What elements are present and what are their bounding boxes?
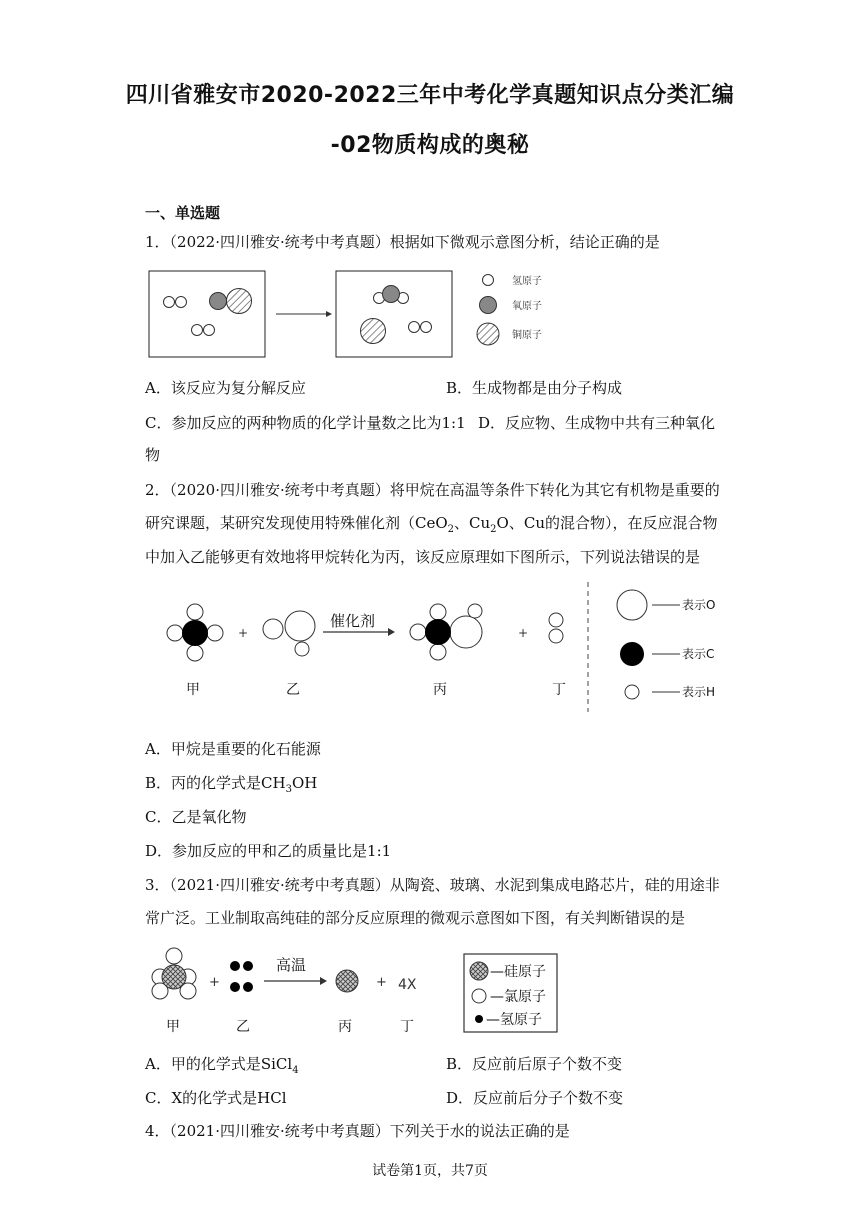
hydrogen-atom bbox=[468, 604, 482, 618]
label-ding: 丁 bbox=[400, 1019, 414, 1035]
svg-text:+: + bbox=[376, 975, 387, 990]
label-yi: 乙 bbox=[286, 682, 300, 698]
label-bing: 丙 bbox=[338, 1019, 352, 1035]
legend-hydrogen-label: 氢原子 bbox=[512, 276, 542, 287]
page-subtitle: -02物质构成的奥秘 bbox=[330, 133, 530, 158]
hydrogen-atom bbox=[187, 604, 203, 620]
q2-option-b: B．丙的化学式是$CH_3OH$ bbox=[145, 774, 318, 795]
q1-option-d-cont: 物 bbox=[145, 446, 161, 464]
hydrogen-atom bbox=[295, 642, 309, 656]
svg-text:+: + bbox=[209, 975, 220, 990]
hydrogen-atom bbox=[409, 322, 420, 333]
copper-atom bbox=[227, 289, 252, 314]
label-yi: 乙 bbox=[236, 1019, 250, 1035]
hydrogen-atom bbox=[243, 961, 253, 971]
hydrogen-atom bbox=[421, 322, 432, 333]
hydrogen-atom bbox=[410, 624, 426, 640]
carbon-atom bbox=[182, 620, 208, 646]
q1-reactant-box bbox=[149, 271, 265, 357]
q3-stem-line1: 3．（2021·四川雅安·统考中考真题）从陶瓷、玻璃、水泥到集成电路芯片，硅的用途非 bbox=[145, 876, 720, 894]
condition-label: 高温 bbox=[276, 956, 307, 974]
oxygen-legend-icon bbox=[480, 297, 497, 314]
q2-option-a: A．甲烷是重要的化石能源 bbox=[145, 740, 321, 758]
legend-si-label: —硅原子 bbox=[490, 964, 546, 980]
legend-h-label: —氢原子 bbox=[486, 1012, 542, 1028]
hydrogen-atom bbox=[230, 961, 240, 971]
page-title: 四川省雅安市2020-2022三年中考化学真题知识点分类汇编 bbox=[125, 83, 735, 108]
hydrogen-legend-icon bbox=[483, 275, 494, 286]
legend-copper-label: 铜原子 bbox=[512, 330, 542, 341]
q4-stem: 4．（2021·四川雅安·统考中考真题）下列关于水的说法正确的是 bbox=[145, 1122, 570, 1140]
hydrogen-atom bbox=[549, 629, 563, 643]
hydrogen-legend-icon bbox=[625, 685, 639, 699]
hydrogen-legend-icon bbox=[475, 1015, 483, 1023]
legend-c-label: 表示C bbox=[682, 647, 715, 661]
page-footer: 试卷第1页，共7页 bbox=[372, 1163, 488, 1179]
hydrogen-atom bbox=[430, 604, 446, 620]
q1-option-b: B．生成物都是由分子构成 bbox=[446, 379, 623, 397]
q2-stem-line2: 研究课题，某研究发现使用特殊催化剂（CeO$_2$、$Cu_2O$、Cu的混合物），在反应混合物 bbox=[145, 514, 718, 535]
q1-option-a: A．该反应为复分解反应 bbox=[145, 379, 306, 397]
hydrogen-atom bbox=[207, 625, 223, 641]
oxygen-atom bbox=[450, 616, 482, 648]
q3-option-a: A．甲的化学式是SiCl$_4$ bbox=[145, 1055, 299, 1076]
label-jia: 甲 bbox=[166, 1019, 180, 1035]
hydrogen-atom bbox=[204, 325, 215, 336]
product-4x: 4X bbox=[398, 977, 417, 993]
svg-text:+: + bbox=[518, 626, 529, 640]
oxygen-atom bbox=[210, 293, 227, 310]
q1-option-d: D．反应物、生成物中共有三种氧化 bbox=[478, 414, 716, 432]
q1-option-c: C．参加反应的两种物质的化学计量数之比为1:1 bbox=[145, 414, 466, 432]
legend-o-label: 表示O bbox=[682, 598, 716, 612]
silicon-atom bbox=[336, 970, 358, 992]
hydrogen-atom bbox=[176, 297, 187, 308]
hydrogen-atom bbox=[430, 644, 446, 660]
carbon-atom bbox=[425, 619, 451, 645]
hydrogen-atom bbox=[167, 625, 183, 641]
q3-diagram bbox=[148, 944, 568, 1036]
hydrogen-atom bbox=[549, 613, 563, 627]
q3-option-d: D．反应前后分子个数不变 bbox=[446, 1089, 624, 1107]
silicon-atom bbox=[162, 965, 186, 989]
svg-text:+: + bbox=[238, 626, 249, 640]
legend-cl-label: —氯原子 bbox=[490, 989, 546, 1005]
silicon-legend-icon bbox=[470, 962, 488, 980]
hydrogen-atom bbox=[230, 982, 240, 992]
legend-oxygen-label: 氧原子 bbox=[512, 301, 542, 312]
q2-option-d: D．参加反应的甲和乙的质量比是1:1 bbox=[145, 842, 392, 860]
q1-diagram bbox=[148, 268, 548, 360]
hydrogen-atom bbox=[243, 982, 253, 992]
oxygen-atom bbox=[263, 619, 283, 639]
oxygen-atom bbox=[285, 611, 315, 641]
carbon-legend-icon bbox=[620, 642, 644, 666]
copper-legend-icon bbox=[477, 323, 499, 345]
label-jia: 甲 bbox=[186, 682, 200, 698]
hydrogen-atom bbox=[164, 297, 175, 308]
q1-stem: 1．（2022·四川雅安·统考中考真题）根据如下微观示意图分析，结论正确的是 bbox=[145, 233, 660, 251]
hydrogen-atom bbox=[192, 325, 203, 336]
q1-product-box bbox=[336, 271, 452, 357]
q3-stem-line2: 常广泛。工业制取高纯硅的部分反应原理的微观示意图如下图，有关判断错误的是 bbox=[145, 909, 686, 927]
catalyst-label: 催化剂 bbox=[330, 612, 376, 630]
chlorine-atom bbox=[166, 948, 182, 964]
q2-stem-line3: 中加入乙能够更有效地将甲烷转化为丙，该反应原理如下图所示，下列说法错误的是 bbox=[145, 548, 701, 566]
chlorine-legend-icon bbox=[472, 989, 486, 1003]
q3-option-c: C．X的化学式是HCl bbox=[145, 1089, 287, 1107]
oxygen-atom bbox=[383, 286, 400, 303]
q2-stem-line1: 2．（2020·四川雅安·统考中考真题）将甲烷在高温等条件下转化为其它有机物是重要的 bbox=[145, 481, 720, 499]
label-ding: 丁 bbox=[552, 682, 566, 698]
q2-option-c: C．乙是氧化物 bbox=[145, 808, 247, 826]
legend-h-label: 表示H bbox=[682, 685, 716, 699]
section-heading: 一、单选题 bbox=[145, 204, 221, 222]
label-bing: 丙 bbox=[433, 682, 447, 698]
oxygen-legend-icon bbox=[617, 590, 647, 620]
q3-option-b: B．反应前后原子个数不变 bbox=[446, 1055, 623, 1073]
q2-diagram bbox=[160, 580, 740, 715]
hydrogen-atom bbox=[187, 645, 203, 661]
copper-atom bbox=[361, 319, 386, 344]
